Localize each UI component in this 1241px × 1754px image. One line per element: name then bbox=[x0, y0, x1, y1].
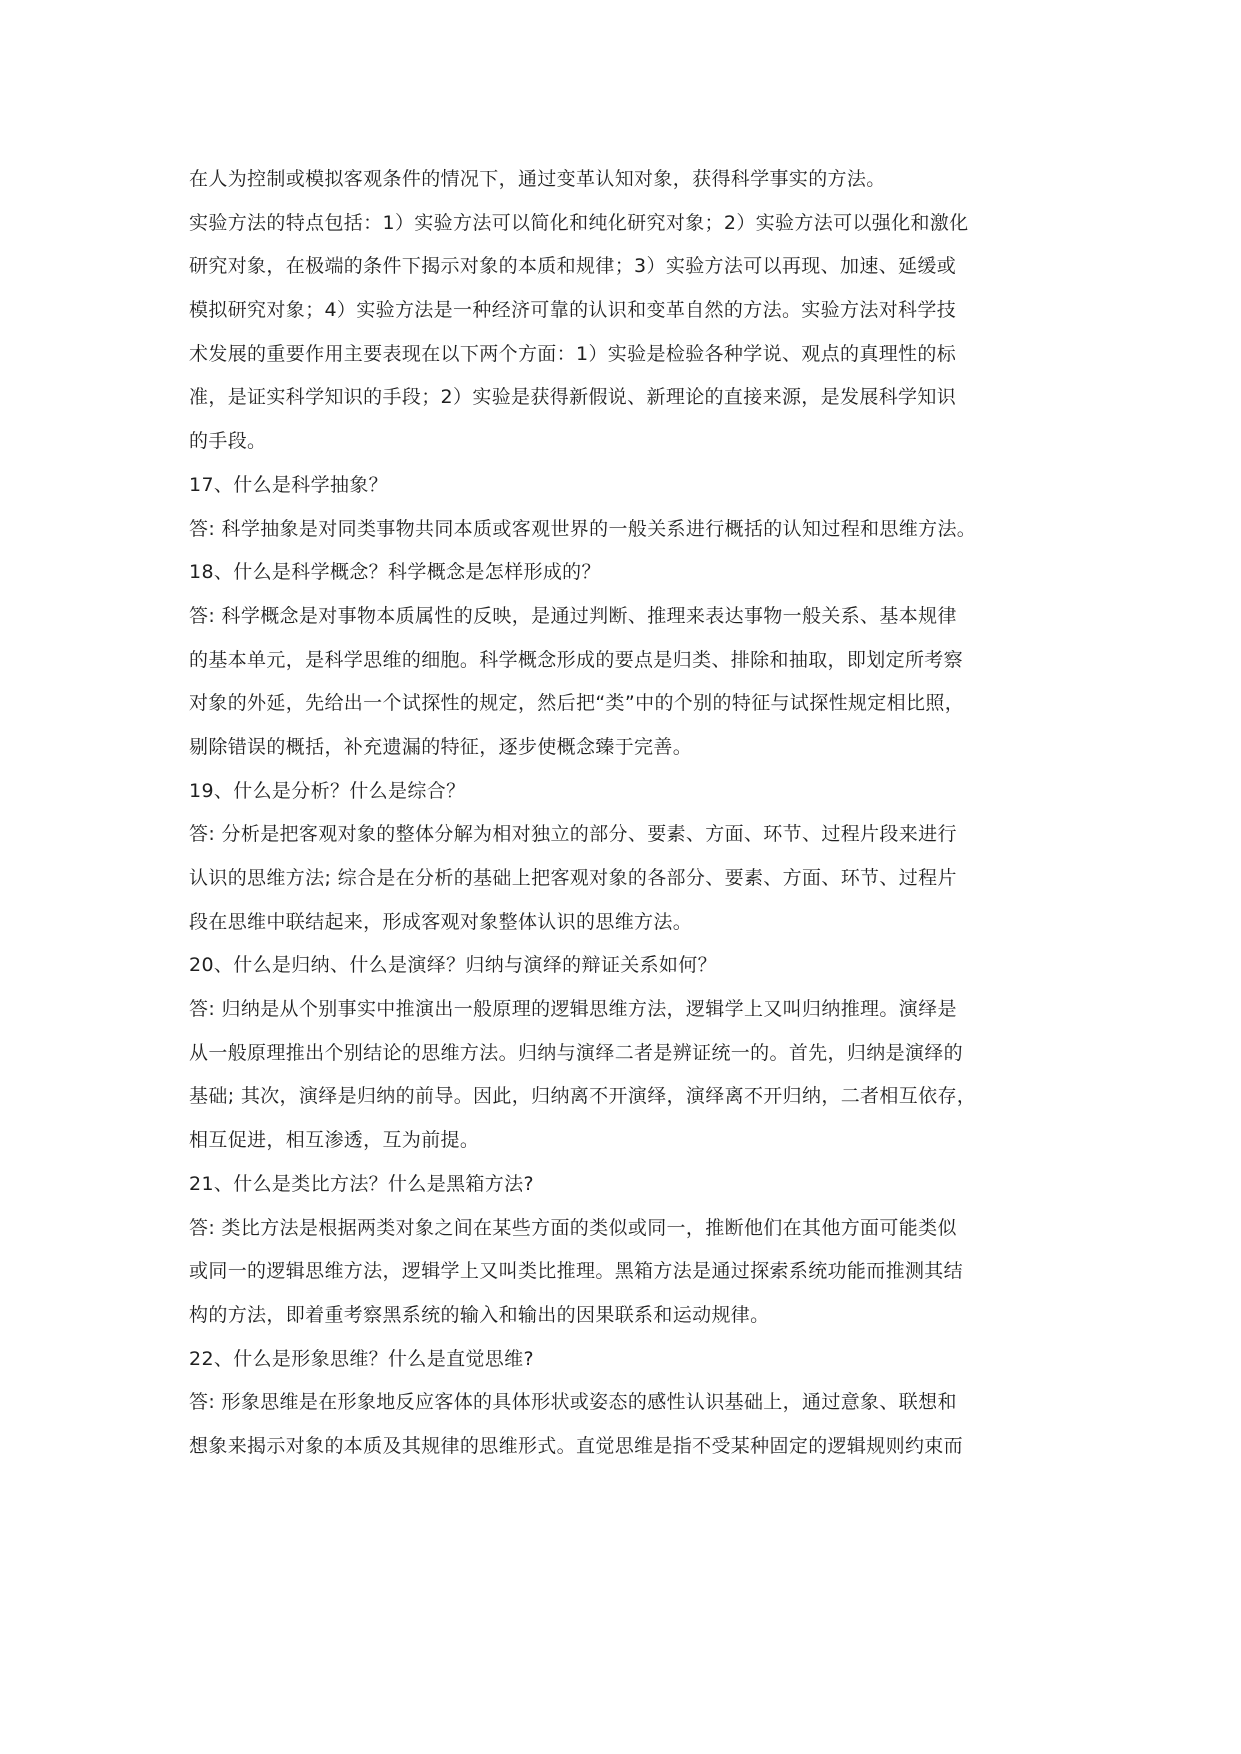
question-17: 17、什么是科学抽象？ bbox=[189, 473, 389, 496]
question-19: 19、什么是分析？什么是综合？ bbox=[189, 779, 466, 802]
text-line: 模拟研究对象；4）实验方法是一种经济可靠的认识和变革自然的方法。实验方法对科学技 bbox=[189, 299, 957, 322]
text-line: 对象的外延，先给出一个试探性的规定，然后把“类”中的个别的特征与试探性规定相比照， bbox=[189, 692, 965, 715]
document-body bbox=[189, 158, 1069, 1469]
question-21: 21、什么是类比方法？什么是黑箱方法? bbox=[189, 1172, 534, 1195]
text-line: 剔除错误的概括，补充遗漏的特征，逐步使概念臻于完善。 bbox=[189, 735, 693, 758]
text-line: 研究对象，在极端的条件下揭示对象的本质和规律；3）实验方法可以再现、加速、延缓或 bbox=[189, 255, 957, 278]
text-line: 准，是证实科学知识的手段；2）实验是获得新假说、新理论的直接来源，是发展科学知识 bbox=[189, 386, 957, 409]
text-line: 的手段。 bbox=[189, 430, 267, 453]
text-line: 段在思维中联结起来，形成客观对象整体认识的思维方法。 bbox=[189, 910, 693, 933]
text-line: 的基本单元，是科学思维的细胞。科学概念形成的要点是归类、排除和抽取，即划定所考察 bbox=[189, 648, 964, 671]
question-22: 22、什么是形象思维？什么是直觉思维? bbox=[189, 1347, 534, 1370]
answer-20: 答: 归纳是从个别事实中推演出一般原理的逻辑思维方法，逻辑学上又叫归纳推理。演绎是 bbox=[189, 998, 957, 1021]
text-line: 想象来揭示对象的本质及其规律的思维形式。直觉思维是指不受某种固定的逻辑规则约束而 bbox=[189, 1434, 964, 1457]
text-line: 相互促进，相互渗透，互为前提。 bbox=[189, 1129, 480, 1152]
answer-21: 答: 类比方法是根据两类对象之间在某些方面的类似或同一，推断他们在其他方面可能类似 bbox=[189, 1216, 957, 1239]
text-line: 术发展的重要作用主要表现在以下两个方面：1）实验是检验各种学说、观点的真理性的标 bbox=[189, 342, 957, 365]
answer-22: 答: 形象思维是在形象地反应客体的具体形状或姿态的感性认识基础上，通过意象、联想和 bbox=[189, 1391, 957, 1414]
text-line: 认识的思维方法; 综合是在分析的基础上把客观对象的各部分、要素、方面、环节、过程片 bbox=[189, 867, 957, 889]
text-line: 基础; 其次，演绎是归纳的前导。因此，归纳离不开演绎，演绎离不开归纳，二者相互依存， bbox=[189, 1085, 977, 1108]
text-line: 在人为控制或模拟客观条件的情况下，通过变革认知对象，获得科学事实的方法。 bbox=[189, 168, 886, 190]
question-18: 18、什么是科学概念？科学概念是怎样形成的？ bbox=[189, 561, 601, 584]
answer-19: 答: 分析是把客观对象的整体分解为相对独立的部分、要素、方面、环节、过程片段来进行 bbox=[189, 823, 957, 846]
text-line: 或同一的逻辑思维方法，逻辑学上又叫类比推理。黑箱方法是通过探索系统功能而推测其结 bbox=[189, 1260, 964, 1283]
answer-18: 答: 科学概念是对事物本质属性的反映，是通过判断、推理来表达事物一般关系、基本规律 bbox=[189, 604, 957, 627]
answer-17: 答: 科学抽象是对同类事物共同本质或客观世界的一般关系进行概括的认知过程和思维方法。 bbox=[189, 517, 977, 540]
text-line: 实验方法的特点包括：1）实验方法可以简化和纯化研究对象；2）实验方法可以强化和激化 bbox=[189, 211, 969, 234]
text-line: 构的方法，即着重考察黑系统的输入和输出的因果联系和运动规律。 bbox=[189, 1303, 770, 1326]
text-line: 从一般原理推出个别结论的思维方法。归纳与演绎二者是辨证统一的。首先，归纳是演绎的 bbox=[189, 1041, 964, 1064]
question-20: 20、什么是归纳、什么是演绎？归纳与演绎的辩证关系如何？ bbox=[189, 954, 717, 977]
